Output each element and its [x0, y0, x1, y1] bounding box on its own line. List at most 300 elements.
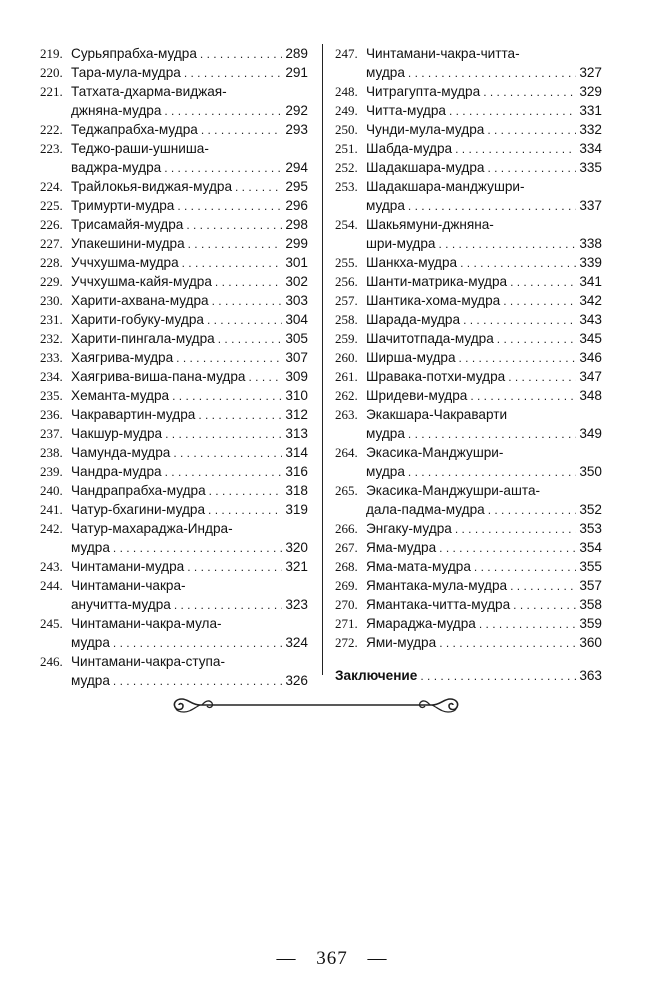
- entry-title: Чакшур-мудра: [71, 426, 163, 441]
- leader-dots: [470, 387, 576, 406]
- leader-dots: [113, 672, 282, 691]
- entry-number: 247.: [335, 46, 358, 61]
- toc-entry: [335, 139, 602, 158]
- scroll-flourish-icon: [166, 690, 466, 720]
- entry-number: 248.: [335, 84, 358, 99]
- entry-page: 348: [579, 388, 602, 403]
- toc-entry-line: [40, 481, 308, 500]
- entry-number: 224.: [40, 179, 63, 194]
- toc-entry: [335, 291, 602, 310]
- leader-dots: [173, 444, 282, 463]
- leader-dots: [487, 159, 576, 178]
- toc-entry-line: [335, 481, 602, 500]
- entry-title: мудра: [366, 65, 405, 80]
- entry-number: 230.: [40, 293, 63, 308]
- toc-entry-line: [335, 101, 602, 120]
- entry-number: 263.: [335, 407, 358, 422]
- entry-page: 334: [579, 141, 602, 156]
- entry-title: Тара-мула-мудра: [71, 65, 181, 80]
- entry-number: 245.: [40, 616, 63, 631]
- toc-entry-line: [40, 595, 308, 614]
- entry-title: Яма-мудра: [366, 540, 437, 555]
- entry-title: Ширша-мудра: [366, 350, 456, 365]
- leader-dots: [113, 634, 282, 653]
- toc-entry: [40, 424, 308, 443]
- entry-number: 227.: [40, 236, 63, 251]
- toc-entry: [335, 215, 602, 253]
- toc-entry: [40, 139, 308, 177]
- entry-number: 238.: [40, 445, 63, 460]
- entry-page: 310: [285, 388, 308, 403]
- entry-page: 349: [579, 426, 602, 441]
- entry-page: 323: [285, 597, 308, 612]
- entry-page: 304: [285, 312, 308, 327]
- toc-entry-line: [40, 44, 308, 63]
- entry-page: 335: [579, 160, 602, 175]
- entry-page: 301: [285, 255, 308, 270]
- toc-entry-line: [40, 576, 308, 595]
- toc-entry: [335, 595, 602, 614]
- entry-title: Трайлокья-виджая-мудра: [71, 179, 233, 194]
- entry-number: 270.: [335, 597, 358, 612]
- toc-entry-line: [335, 158, 602, 177]
- entry-page: 296: [285, 198, 308, 213]
- leader-dots: [455, 520, 576, 539]
- toc-entry: [335, 101, 602, 120]
- entry-number: 239.: [40, 464, 63, 479]
- entry-title: Уччхушма-кайя-мудра: [71, 274, 212, 289]
- toc-entry: [335, 538, 602, 557]
- toc-entry: [40, 367, 308, 386]
- toc-entry: [40, 253, 308, 272]
- leader-dots: [165, 463, 283, 482]
- entry-page: 350: [579, 464, 602, 479]
- toc-entry: [40, 462, 308, 481]
- entry-title: Шравака-потхи-мудра: [366, 369, 506, 384]
- toc-entry: [40, 557, 308, 576]
- leader-dots: [483, 83, 576, 102]
- entry-title: Чандра-мудра: [71, 464, 162, 479]
- entry-page: 321: [285, 559, 308, 574]
- entry-number: 256.: [335, 274, 358, 289]
- leader-dots: [455, 140, 576, 159]
- entry-title: Трисамайя-мудра: [71, 217, 184, 232]
- entry-page: 294: [285, 160, 308, 175]
- toc-entry-line: [40, 386, 308, 405]
- entry-title: ваджра-мудра: [71, 160, 162, 175]
- toc-entry-line: [335, 139, 602, 158]
- toc-entry-line: [40, 253, 308, 272]
- leader-dots: [174, 596, 282, 615]
- toc-entry: [335, 158, 602, 177]
- entry-number: 225.: [40, 198, 63, 213]
- toc-entry-line: [335, 196, 602, 215]
- entry-number: 258.: [335, 312, 358, 327]
- leader-dots: [408, 425, 576, 444]
- toc-entry: [40, 614, 308, 652]
- toc-entry: [335, 557, 602, 576]
- toc-entry-line: [40, 671, 308, 690]
- toc-entry-line: [335, 329, 602, 348]
- entry-title: Шанти-матрика-мудра: [366, 274, 508, 289]
- toc-entry-line: [40, 158, 308, 177]
- toc-entry: [40, 44, 308, 63]
- entry-number: 267.: [335, 540, 358, 555]
- entry-title: Харити-пингала-мудра: [71, 331, 215, 346]
- entry-title: Ями-мудра: [366, 635, 437, 650]
- toc-entry: [335, 310, 602, 329]
- entry-page: 305: [285, 331, 308, 346]
- entry-page: 343: [579, 312, 602, 327]
- leader-dots: [408, 197, 576, 216]
- toc-entry-line: [335, 576, 602, 595]
- entry-number: 250.: [335, 122, 358, 137]
- toc-entry-line: [40, 120, 308, 139]
- leader-dots: [408, 463, 576, 482]
- entry-title: Чинтамани-чакра-мула-: [71, 616, 222, 631]
- leader-dots: [164, 102, 282, 121]
- entry-number: 234.: [40, 369, 63, 384]
- entry-title: Чандрапрабха-мудра: [71, 483, 206, 498]
- leader-dots: [459, 349, 577, 368]
- entry-title: Харити-гобуку-мудра: [71, 312, 204, 327]
- entry-page: 307: [285, 350, 308, 365]
- entry-title: Теджапрабха-мудра: [71, 122, 198, 137]
- toc-entry-line: [335, 595, 602, 614]
- entry-page: 291: [285, 65, 308, 80]
- entry-title: анучитта-мудра: [71, 597, 171, 612]
- leader-dots: [503, 292, 576, 311]
- entry-title: Шадакшара-манджушри-: [366, 179, 525, 194]
- entry-title: Шакьямуни-джняна-: [366, 217, 494, 232]
- entry-number: 271.: [335, 616, 358, 631]
- entry-number: 242.: [40, 521, 63, 536]
- toc-entry: [40, 177, 308, 196]
- leader-dots: [420, 667, 576, 686]
- toc-entry-line: [335, 614, 602, 633]
- leader-dots: [439, 539, 576, 558]
- entry-number: 261.: [335, 369, 358, 384]
- entry-number: 241.: [40, 502, 63, 517]
- entry-page: 299: [285, 236, 308, 251]
- entry-page: 292: [285, 103, 308, 118]
- entry-title: Чатур-махараджа-Индра-: [71, 521, 233, 536]
- toc-entry: [40, 500, 308, 519]
- entry-title: Ямантака-мула-мудра: [366, 578, 508, 593]
- leader-dots: [177, 197, 282, 216]
- entry-title: мудра: [71, 635, 110, 650]
- entry-number: 272.: [335, 635, 358, 650]
- toc-entry: [335, 120, 602, 139]
- entry-number: 219.: [40, 46, 63, 61]
- entry-number: 264.: [335, 445, 358, 460]
- toc-entry: [335, 329, 602, 348]
- toc-entry-line: [335, 272, 602, 291]
- toc-entry: [40, 386, 308, 405]
- entry-page: 342: [579, 293, 602, 308]
- leader-dots: [186, 216, 282, 235]
- toc-entry-line: [40, 196, 308, 215]
- toc-entry-line: [335, 82, 602, 101]
- toc-entry: [335, 405, 602, 443]
- entry-number: 243.: [40, 559, 63, 574]
- entry-page: 359: [579, 616, 602, 631]
- conclusion-page: 363: [579, 668, 602, 683]
- entry-page: 337: [579, 198, 602, 213]
- leader-dots: [201, 121, 282, 140]
- entry-page: 293: [285, 122, 308, 137]
- entry-title: мудра: [366, 464, 405, 479]
- entry-page: 357: [579, 578, 602, 593]
- toc-entry: [40, 120, 308, 139]
- entry-number: 259.: [335, 331, 358, 346]
- toc-entry-line: [335, 633, 602, 652]
- leader-dots: [510, 273, 576, 292]
- toc-entry-line: [335, 310, 602, 329]
- toc-right-entries: [335, 44, 602, 652]
- toc-entry-line: [335, 120, 602, 139]
- leader-dots: [208, 501, 282, 520]
- toc-entry-line: [335, 44, 602, 63]
- toc-entry-line: [40, 443, 308, 462]
- entry-number: 244.: [40, 578, 63, 593]
- toc-entry-line: [335, 234, 602, 253]
- entry-title: Ямантака-читта-мудра: [366, 597, 511, 612]
- footer-dash-left: —: [276, 948, 297, 969]
- entry-page: 318: [285, 483, 308, 498]
- entry-page: 353: [579, 521, 602, 536]
- leader-dots: [113, 539, 282, 558]
- footer-dash-right: —: [367, 948, 388, 969]
- leader-dots: [460, 254, 576, 273]
- leader-dots: [176, 349, 282, 368]
- entry-number: 235.: [40, 388, 63, 403]
- entry-page: 352: [579, 502, 602, 517]
- toc-entry-line: [40, 139, 308, 158]
- toc-entry-line: [335, 462, 602, 481]
- leader-dots: [479, 615, 576, 634]
- entry-page: 358: [579, 597, 602, 612]
- entry-page: 341: [579, 274, 602, 289]
- leader-dots: [408, 64, 576, 83]
- entry-page: 355: [579, 559, 602, 574]
- leader-dots: [248, 368, 282, 387]
- toc-entry: [40, 329, 308, 348]
- entry-page: 331: [579, 103, 602, 118]
- entry-title: мудра: [71, 673, 110, 688]
- entry-page: 314: [285, 445, 308, 460]
- entry-page: 319: [285, 502, 308, 517]
- entry-title: Шантика-хома-мудра: [366, 293, 501, 308]
- leader-dots: [510, 577, 576, 596]
- entry-page: 324: [285, 635, 308, 650]
- entry-number: 255.: [335, 255, 358, 270]
- entry-number: 246.: [40, 654, 63, 669]
- entry-title: Шачитотпада-мудра: [366, 331, 494, 346]
- toc-entry-line: [40, 177, 308, 196]
- leader-dots: [209, 482, 283, 501]
- entry-number: 251.: [335, 141, 358, 156]
- leader-dots: [463, 311, 576, 330]
- entry-number: 228.: [40, 255, 63, 270]
- toc-entry: [40, 291, 308, 310]
- entry-page: 327: [579, 65, 602, 80]
- entry-page: 360: [579, 635, 602, 650]
- entry-title: Чакравартин-мудра: [71, 407, 196, 422]
- entry-page: 316: [285, 464, 308, 479]
- leader-dots: [513, 596, 576, 615]
- entry-page: 332: [579, 122, 602, 137]
- toc-entry-line: [40, 557, 308, 576]
- entry-page: 295: [285, 179, 308, 194]
- entry-page: 302: [285, 274, 308, 289]
- toc-entry-line: [335, 386, 602, 405]
- page-number: 367: [316, 948, 348, 969]
- toc-entry: [335, 177, 602, 215]
- leader-dots: [182, 254, 283, 273]
- entry-title: Чинтамани-чакра-читта-: [366, 46, 520, 61]
- toc-entry-line: [335, 424, 602, 443]
- entry-page: 312: [285, 407, 308, 422]
- entry-title: Экасика-Манджушри-ашта-: [366, 483, 541, 498]
- toc-entry-line: [335, 215, 602, 234]
- entry-number: 223.: [40, 141, 63, 156]
- entry-page: 338: [579, 236, 602, 251]
- toc-entry-line: [335, 538, 602, 557]
- toc-entry: [335, 576, 602, 595]
- entry-title: Теджо-раши-ушниша-: [71, 141, 209, 156]
- toc-entry-line: [335, 367, 602, 386]
- leader-dots: [164, 159, 282, 178]
- entry-title: Уччхушма-мудра: [71, 255, 179, 270]
- toc-entry: [335, 44, 602, 82]
- entry-number: 262.: [335, 388, 358, 403]
- toc-entry: [335, 253, 602, 272]
- entry-number: 257.: [335, 293, 358, 308]
- toc-entry-line: [335, 557, 602, 576]
- toc-entry-line: [40, 538, 308, 557]
- entry-number: 265.: [335, 483, 358, 498]
- toc-entry-line: [40, 329, 308, 348]
- entry-title: Чинтамани-мудра: [71, 559, 185, 574]
- entry-page: 339: [579, 255, 602, 270]
- entry-title: Шанкха-мудра: [366, 255, 458, 270]
- entry-number: 254.: [335, 217, 358, 232]
- entry-page: 347: [579, 369, 602, 384]
- toc-column-left: [40, 44, 308, 690]
- entry-number: 229.: [40, 274, 63, 289]
- entry-number: 268.: [335, 559, 358, 574]
- toc-entry: [40, 196, 308, 215]
- entry-title: Чатур-бхагини-мудра: [71, 502, 206, 517]
- entry-title: Хеманта-мудра: [71, 388, 170, 403]
- leader-dots: [165, 425, 282, 444]
- entry-title: шри-мудра: [366, 236, 436, 251]
- toc-entry: [40, 481, 308, 500]
- entry-number: 222.: [40, 122, 63, 137]
- toc-entry-line: [335, 63, 602, 82]
- toc-entry-line: [40, 310, 308, 329]
- toc-entry-line: [40, 63, 308, 82]
- leader-dots: [439, 634, 576, 653]
- entry-title: Хаягрива-мудра: [71, 350, 174, 365]
- entry-page: 346: [579, 350, 602, 365]
- leader-dots: [187, 558, 282, 577]
- toc-entry: [40, 272, 308, 291]
- page-footer: [0, 948, 664, 970]
- toc-entry-line: [40, 82, 308, 101]
- entry-title: Сурьяпрабха-мудра: [71, 46, 197, 61]
- entry-page: 326: [285, 673, 308, 688]
- toc-entry: [40, 405, 308, 424]
- toc-column-right: [335, 44, 602, 685]
- toc-entry-line: [40, 348, 308, 367]
- entry-title: дала-падма-мудра: [366, 502, 485, 517]
- entry-number: 249.: [335, 103, 358, 118]
- entry-title: Шридеви-мудра: [366, 388, 468, 403]
- toc-entry: [335, 481, 602, 519]
- toc-entry: [40, 652, 308, 690]
- entry-number: 269.: [335, 578, 358, 593]
- toc-entry: [335, 367, 602, 386]
- toc-entry-line: [40, 462, 308, 481]
- entry-number: 231.: [40, 312, 63, 327]
- entry-page: 354: [579, 540, 602, 555]
- entry-title: Татхата-дхарма-виджая-: [71, 84, 227, 99]
- leader-dots: [207, 311, 282, 330]
- entry-title: Чунди-мула-мудра: [366, 122, 485, 137]
- conclusion-title: Заключение: [335, 668, 418, 683]
- entry-page: 309: [285, 369, 308, 384]
- entry-number: 232.: [40, 331, 63, 346]
- toc-entry-line: [40, 405, 308, 424]
- toc-entry-line: [40, 633, 308, 652]
- entry-number: 226.: [40, 217, 63, 232]
- entry-title: Харити-ахвана-мудра: [71, 293, 209, 308]
- entry-page: 289: [285, 46, 308, 61]
- toc-entry: [335, 272, 602, 291]
- entry-title: Ямараджа-мудра: [366, 616, 476, 631]
- entry-title: Экакшара-Чакраварти: [366, 407, 508, 422]
- toc-entry-line: [335, 253, 602, 272]
- entry-title: мудра: [366, 426, 405, 441]
- toc-entry: [40, 576, 308, 614]
- toc-entry-line: [40, 652, 308, 671]
- toc-entry-line: [335, 500, 602, 519]
- entry-number: 220.: [40, 65, 63, 80]
- entry-title: Читта-мудра: [366, 103, 446, 118]
- toc-entry-line: [40, 614, 308, 633]
- toc-entry-line: [40, 272, 308, 291]
- entry-title: Яма-мата-мудра: [366, 559, 471, 574]
- column-divider: [322, 44, 323, 675]
- toc-entry-line: [335, 291, 602, 310]
- toc-entry-line: [40, 101, 308, 120]
- toc-entry: [40, 63, 308, 82]
- toc-entry-line: [335, 348, 602, 367]
- toc-entry-line: [335, 177, 602, 196]
- entry-number: 236.: [40, 407, 63, 422]
- entry-title: Упакешини-мудра: [71, 236, 185, 251]
- toc-entry-line: [40, 234, 308, 253]
- toc-entry: [40, 348, 308, 367]
- entry-title: Шарада-мудра: [366, 312, 461, 327]
- leader-dots: [172, 387, 282, 406]
- toc-entry-line: [335, 443, 602, 462]
- entry-number: 252.: [335, 160, 358, 175]
- toc-entry: [40, 82, 308, 120]
- leader-dots: [215, 273, 282, 292]
